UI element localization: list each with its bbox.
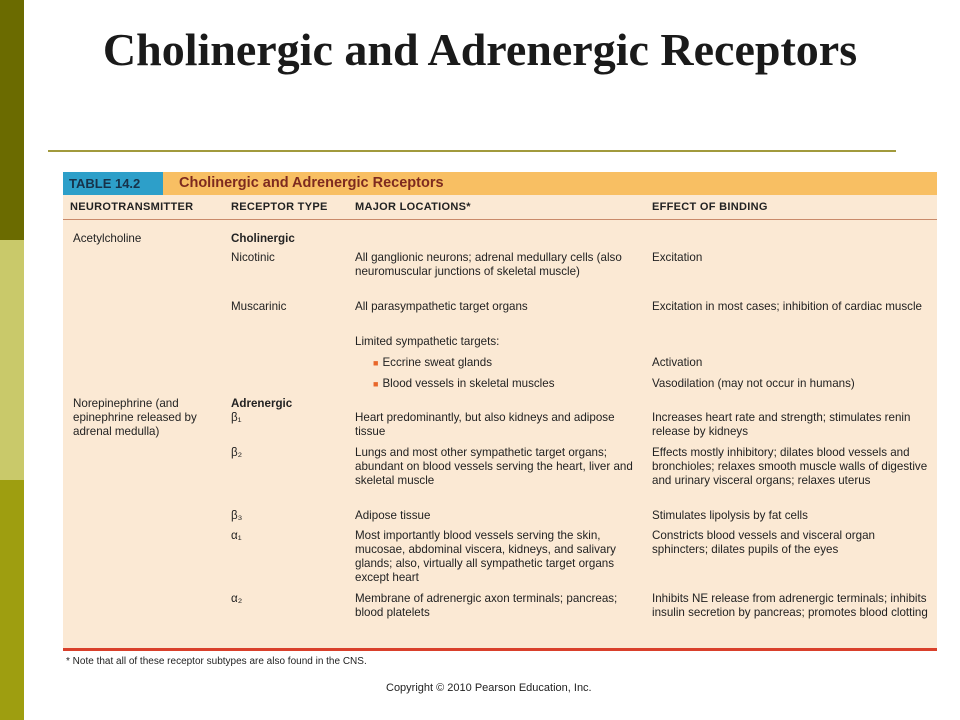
eccrine-label: Eccrine sweat glands (382, 356, 492, 369)
bullet-icon: ■ (373, 358, 379, 368)
title-divider (48, 150, 896, 152)
receptor-class-cholinergic: Cholinergic (231, 232, 295, 245)
col-header-neurotransmitter: NEUROTRANSMITTER (70, 201, 194, 213)
effect-beta1: Increases heart rate and strength; stimulates renin release by kidneys (652, 411, 911, 438)
location-beta1: Heart predominantly, but also kidneys and adipose tissue (355, 411, 615, 438)
vessels-label: Blood vessels in skeletal muscles (382, 377, 555, 390)
col-header-effect-of-binding: EFFECT OF BINDING (652, 201, 768, 213)
neurotransmitter-norepinephrine: Norepinephrine (and epinephrine released by adrenal medulla) (73, 397, 197, 438)
effect-alpha2: Inhibits NE release from adrenergic terminals; inhibits insulin secretion by pancreas; promotes blood clotting (652, 592, 928, 619)
effect-muscarinic: Excitation in most cases; inhibition of cardiac muscle (652, 300, 922, 313)
location-alpha2: Membrane of adrenergic axon terminals; pancreas; blood platelets (355, 592, 618, 619)
col-header-receptor-type: RECEPTOR TYPE (231, 201, 328, 213)
effect-nicotinic: Excitation (652, 251, 703, 264)
effect-skeletal-vessels: Vasodilation (may not occur in humans) (652, 377, 855, 390)
table-footnote: * Note that all of these receptor subtypes are also found in the CNS. (66, 656, 367, 667)
receptor-table (63, 172, 937, 651)
receptor-muscarinic: Muscarinic (231, 300, 287, 313)
location-eccrine-glands (373, 356, 637, 370)
receptor-class-adrenergic: Adrenergic (231, 397, 293, 410)
location-limited-sympathetic: Limited sympathetic targets: (355, 335, 500, 348)
receptor-beta3: β₃ (231, 509, 243, 522)
receptor-beta1: β₁ (231, 411, 242, 424)
table-caption: Cholinergic and Adrenergic Receptors (179, 175, 444, 191)
copyright-notice: Copyright © 2010 Pearson Education, Inc. (386, 682, 592, 694)
effect-alpha1: Constricts blood vessels and visceral organ sphincters; dilates pupils of the eyes (652, 529, 875, 556)
col-header-major-locations: MAJOR LOCATIONS* (355, 201, 471, 213)
receptor-alpha2: α₂ (231, 592, 243, 605)
location-beta3: Adipose tissue (355, 509, 431, 522)
receptor-beta2: β₂ (231, 446, 243, 459)
receptor-alpha1: α₁ (231, 529, 242, 542)
neurotransmitter-acetylcholine: Acetylcholine (73, 232, 142, 245)
effect-beta2: Effects mostly inhibitory; dilates blood vessels and bronchioles; relaxes smooth muscle walls of digestive and urinary visceral organs; relaxes uterus (652, 446, 928, 487)
receptor-nicotinic: Nicotinic (231, 251, 275, 264)
effect-beta3: Stimulates lipolysis by fat cells (652, 509, 808, 522)
side-stripe-bottom (0, 480, 24, 720)
slide-title: Cholinergic and Adrenergic Receptors (102, 24, 858, 75)
column-headers (63, 195, 937, 220)
location-beta2: Lungs and most other sympathetic target organs; abundant on blood vessels serving the heart, liver and skeletal muscle (355, 446, 633, 487)
table-header-bar (63, 172, 937, 195)
location-nicotinic: All ganglionic neurons; adrenal medullary cells (also neuromuscular junctions of skeletal muscle) (355, 251, 622, 278)
location-skeletal-vessels (373, 377, 637, 391)
location-alpha1: Most importantly blood vessels serving the skin, mucosae, abdominal viscera, kidneys, and salivary glands; also, virtually all sympathetic target organs except heart (355, 529, 616, 584)
bullet-icon: ■ (373, 379, 379, 389)
side-stripe-middle (0, 240, 24, 480)
table-number: TABLE 14.2 (63, 172, 163, 195)
location-muscarinic: All parasympathetic target organs (355, 300, 528, 313)
side-stripe-top (0, 0, 24, 240)
effect-eccrine-glands: Activation (652, 356, 703, 369)
